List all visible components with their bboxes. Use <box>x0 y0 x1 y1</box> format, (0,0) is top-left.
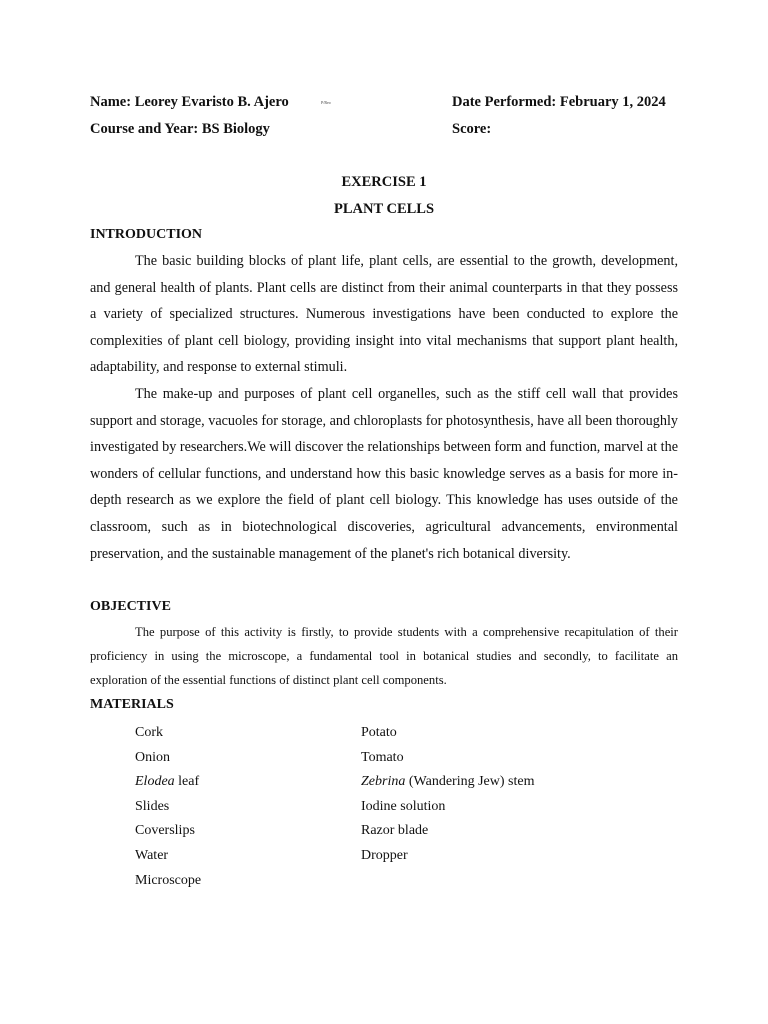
material-item-italic: Zebrina <box>361 774 406 790</box>
materials-heading: MATERIALS <box>90 697 174 712</box>
small-mark: P/Reo <box>321 100 331 105</box>
introduction-paragraph-2: The make-up and purposes of plant cell organelles, such as the stiff cell wall that provides support and storage, vacuoles for storage, and chloroplasts for photosynthesis, have all been thoroughly investigated by researchers.We will discover the relationships between form and function, marvel at the wonders of cellular functions, and understand how this basic knowledge serves as a basis for more in-depth research as we explore the field of plant cell biology. This knowledge has uses outside of the classroom, such as in biotechnological discoveries, agricultural advancements, environmental preservation, and the sustainable management of the planet's rich botanical diversity. <box>90 386 678 562</box>
material-item-rest: (Wandering Jew) stem <box>405 774 535 790</box>
material-item: Microscope <box>135 872 202 888</box>
material-item: Potato <box>361 725 397 740</box>
material-item: Coverslips <box>135 823 195 839</box>
material-item: Water <box>135 847 169 863</box>
score-label: Score: <box>452 121 492 137</box>
objective-heading: OBJECTIVE <box>90 599 171 614</box>
date-performed: Date Performed: February 1, 2024 <box>452 94 666 110</box>
topic-title: PLANT CELLS <box>333 201 435 217</box>
material-item <box>361 770 534 795</box>
materials-left-list <box>135 721 201 893</box>
material-item: Iodine solution <box>361 798 446 814</box>
material-item: Onion <box>135 749 170 765</box>
material-item: Tomato <box>361 749 404 765</box>
material-item: Dropper <box>361 847 408 863</box>
materials-right-list <box>361 721 534 869</box>
material-item <box>135 770 201 795</box>
material-item: Razor blade <box>361 823 429 839</box>
material-item: Cork <box>135 725 163 740</box>
material-item-italic: Elodea <box>135 774 175 790</box>
objective-paragraph: The purpose of this activity is firstly, to provide students with a comprehensive recapitulation of their proficiency in using the microscope, a fundamental tool in botanical studies and secondly, to facilitate an exploration of the essential functions of distinct plant cell components. <box>90 625 678 688</box>
course-year: Course and Year: BS Biology <box>90 121 270 137</box>
student-name: Name: Leorey Evaristo B. Ajero <box>90 94 289 110</box>
exercise-title: EXERCISE 1 <box>341 174 427 190</box>
material-item-rest: leaf <box>174 774 200 790</box>
material-item: Slides <box>135 798 170 814</box>
introduction-heading: INTRODUCTION <box>90 227 203 242</box>
introduction-paragraph-1: The basic building blocks of plant life, plant cells, are essential to the growth, development, and general health of plants. Plant cells are distinct from their animal counterparts in that they possess a variety of specialized structures. Numerous investigations have been conducted to explore the complexities of plant cell biology, providing insight into vital mechanisms that support plant health, adaptability, and response to external stimuli. <box>90 253 678 376</box>
